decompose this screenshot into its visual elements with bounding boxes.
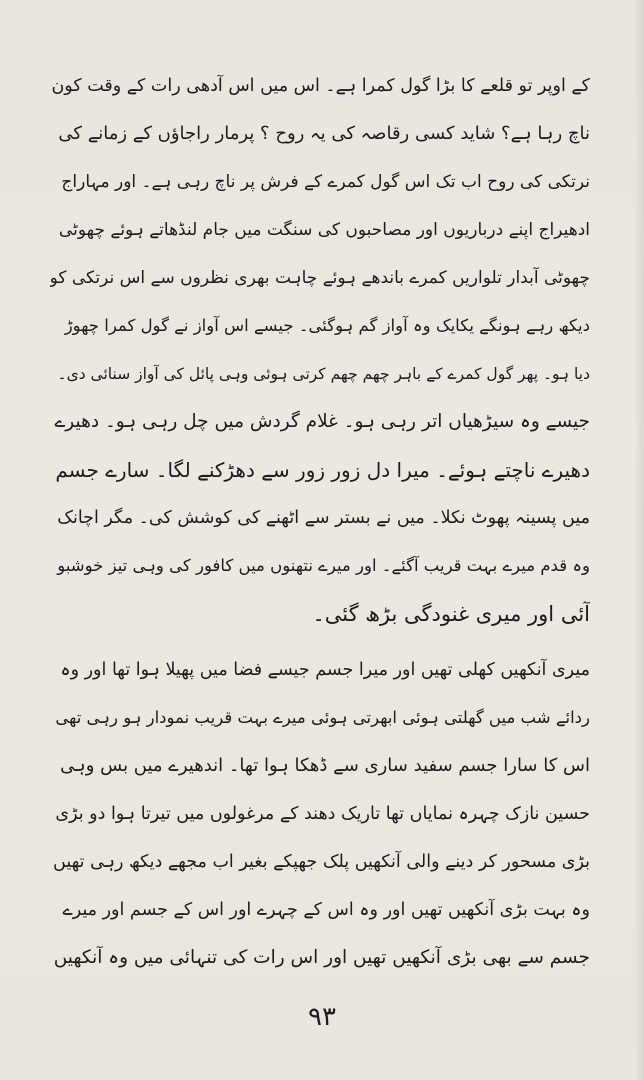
text-line: میری آنکھیں کھلی تھیں اور میرا جسم جیسے فضا میں پھیلا ہوا تھا اور وہ: [60, 660, 590, 680]
text-line: دھیرے ناچتے ہوئے۔ میرا دل زور زور سے دھڑکنے لگا۔ سارے جسم: [55, 458, 590, 482]
text-line: بڑی مسحور کر دینے والی آنکھیں پلک جھپکے بغیر اب مجھے دیکھ رہی تھیں: [53, 852, 590, 872]
text-line: کے اوپر تو قلعے کا بڑا گول کمرا ہے۔ اس میں اس آدھی رات کے وقت کون: [51, 76, 590, 96]
text-line: ردائے شب میں گھلتی ہوئی ابھرتی ہوئی میرے بہت قریب نمودار ہو رہی تھی: [55, 708, 590, 727]
text-line: اس کا سارا جسم سفید ساری سے ڈھکا ہوا تھا۔ اندھیرے میں بس وہی: [60, 755, 590, 776]
paragraph-2: [50, 646, 590, 982]
text-line: دیا ہو۔ پھر گول کمرے کے باہر چھم چھم کرتی ہوئی وہی پائل کی آواز سنائی دی۔: [57, 365, 590, 383]
text-line: حسین نازک چہرہ نمایاں تھا تاریک دھند کے مرغولوں میں تیرتا ہوا دو بڑی: [55, 804, 590, 824]
text-line: جیسے وہ سیڑھیاں اتر رہی ہو۔ غلام گردش میں چل رہی ہو۔ دھیرے: [54, 411, 590, 432]
text-line: ادھیراج اپنے درباریوں اور مصاحبوں کی سنگت میں جام لنڈھاتے ہوئے چھوٹی: [58, 220, 590, 240]
page-edge-shadow: [634, 0, 644, 1080]
text-line: وہ بہت بڑی آنکھیں تھیں اور وہ اس کے چہرے اور اس کے جسم اور میرے: [62, 900, 590, 920]
text-line: ناچ رہا ہے؟ شاید کسی رقاصہ کی یہ روح ؟ پرمار راجاؤں کے زمانے کی: [58, 123, 590, 144]
text-line: دیکھ رہے ہونگے یکایک وہ آواز گم ہوگئی۔ جیسے اس آواز نے گول کمرا چھوڑ: [64, 316, 590, 335]
page-number: ۹۳: [308, 1002, 336, 1032]
paragraph-gap: [50, 638, 590, 646]
text-line: وہ قدم میرے بہت قریب آگئے۔ اور میرے نتھنوں میں کافور کی وہی تیز خوشبو: [57, 556, 590, 575]
text-line: میں پسینہ پھوٹ نکلا۔ میں نے بستر سے اٹھنے کی کوشش کی۔ مگر اچانک: [57, 508, 590, 528]
text-line: چھوٹی آبدار تلواریں کمرے باندھے ہوئے چاہت بھری نظروں سے اس نرتکی کو: [50, 268, 590, 288]
paragraph-1: [50, 62, 590, 638]
text-line: جسم سے بھی بڑی آنکھیں تھیں اور اس رات کی تنہائی میں وہ آنکھیں: [53, 947, 590, 968]
text-line: نرتکی کی روح اب تک اس گول کمرے کے فرش پر ناچ رہی ہے۔ اور مہاراج: [61, 172, 590, 192]
body-text: [50, 62, 590, 982]
text-line: آئی اور میری غنودگی بڑھ گئی۔: [312, 602, 590, 626]
